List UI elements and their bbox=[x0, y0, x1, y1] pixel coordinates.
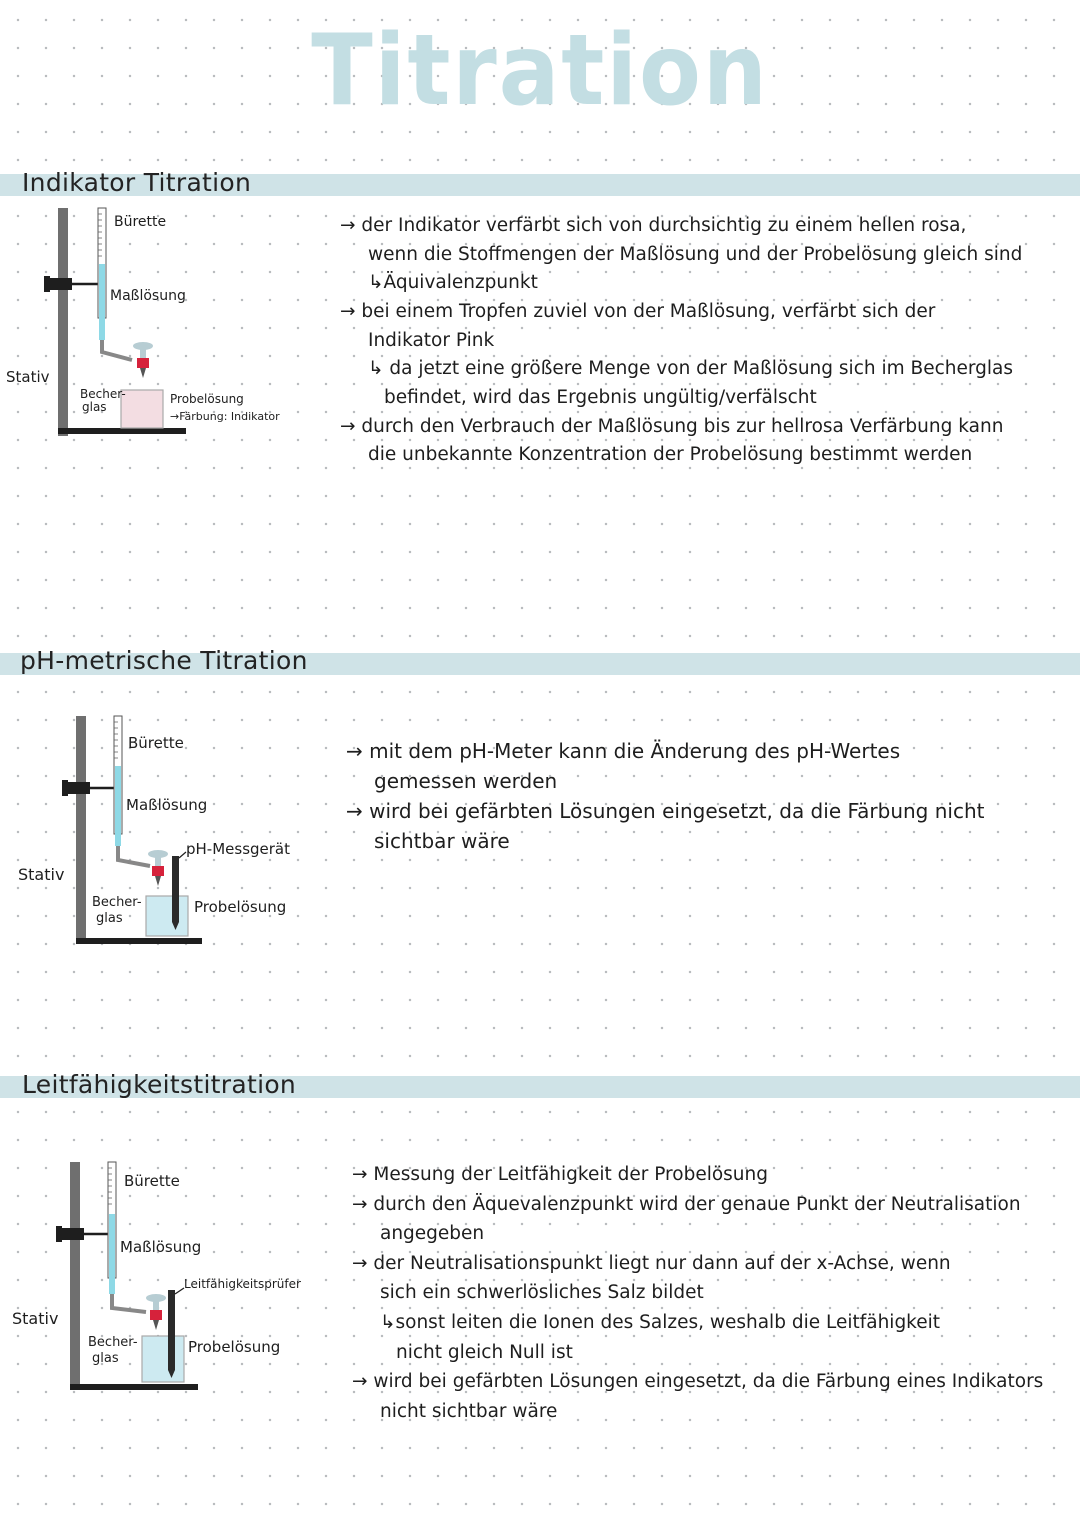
ph-notes bbox=[346, 736, 1046, 856]
burette-label: Bürette bbox=[128, 734, 184, 752]
note-line: → durch den Verbrauch der Maßlösung bis zur hellrosa Verfärbung kann bbox=[340, 415, 1004, 437]
note-line: → der Neutralisationspunkt liegt nur dann auf der x-Achse, wenn bbox=[352, 1252, 951, 1274]
ph-meter-label: pH-Messgerät bbox=[186, 840, 291, 858]
note-line: Indikator Pink bbox=[368, 329, 495, 351]
sample-label: Probelösung bbox=[188, 1338, 281, 1356]
beaker-label-2: glas bbox=[92, 1351, 119, 1366]
beaker-label-1: Becher- bbox=[88, 1335, 138, 1350]
sample-label: Probelösung bbox=[194, 898, 287, 916]
note-line: nicht gleich Null ist bbox=[396, 1341, 573, 1363]
note-line: → wird bei gefärbten Lösungen eingesetzt, da die Färbung eines Indikators bbox=[352, 1371, 1044, 1393]
note-line: befindet, wird das Ergebnis ungültig/verfälscht bbox=[384, 387, 817, 409]
note-line: sichtbar wäre bbox=[374, 829, 510, 853]
note-line: gemessen werden bbox=[374, 769, 558, 793]
stand-label: Stativ bbox=[12, 1309, 59, 1328]
conductivity-titration-diagram bbox=[0, 1152, 340, 1402]
conductivity-notes bbox=[352, 1160, 1064, 1426]
indicator-titration-diagram bbox=[0, 200, 330, 450]
titrant-label: Maßlösung bbox=[126, 796, 208, 814]
note-line: die unbekannte Konzentration der Probelösung bestimmt werden bbox=[368, 444, 973, 466]
stand-label: Stativ bbox=[6, 368, 50, 386]
titrant-label: Maßlösung bbox=[110, 288, 186, 304]
note-line: → durch den Äquevalenzpunkt wird der genaue Punkt der Neutralisation bbox=[352, 1193, 1021, 1215]
note-line: sich ein schwerlösliches Salz bildet bbox=[380, 1282, 704, 1304]
note-line: wenn die Stoffmengen der Maßlösung und der Probelösung gleich sind bbox=[368, 243, 1023, 265]
note-line: ↳Äquivalenzpunkt bbox=[368, 272, 538, 294]
sample-note-label: →Färbung: Indikator bbox=[170, 410, 280, 423]
section-heading-ph: pH-metrische Titration bbox=[20, 646, 308, 675]
note-line: ↳sonst leiten die Ionen des Salzes, weshalb die Leitfähigkeit bbox=[380, 1311, 941, 1333]
ph-titration-diagram bbox=[0, 706, 340, 956]
section-heading-indicator: Indikator Titration bbox=[22, 168, 252, 197]
burette-label: Bürette bbox=[124, 1172, 180, 1190]
stand-label: Stativ bbox=[18, 865, 65, 884]
note-line: → bei einem Tropfen zuviel von der Maßlösung, verfärbt sich der bbox=[340, 301, 936, 323]
note-line: angegeben bbox=[380, 1223, 485, 1245]
note-line: → der Indikator verfärbt sich von durchsichtig zu einem hellen rosa, bbox=[340, 215, 967, 236]
note-line: nicht sichtbar wäre bbox=[380, 1400, 558, 1422]
beaker-label-1: Becher- bbox=[92, 895, 142, 910]
page-title: Titration bbox=[311, 14, 769, 128]
titrant-label: Maßlösung bbox=[120, 1238, 202, 1256]
section-heading-conductivity: Leitfähigkeitstitration bbox=[22, 1070, 297, 1099]
indicator-notes bbox=[340, 212, 1060, 470]
sample-label: Probelösung bbox=[170, 392, 244, 406]
beaker-label-2: glas bbox=[96, 911, 123, 926]
note-line: ↳ da jetzt eine größere Menge von der Maßlösung sich im Becherglas bbox=[368, 358, 1013, 380]
beaker-label-1: Becher- bbox=[80, 387, 126, 401]
conductivity-meter-label: Leitfähigkeitsprüfer bbox=[184, 1277, 301, 1291]
note-line: → Messung der Leitfähigkeit der Probelösung bbox=[352, 1164, 768, 1185]
burette-label: Bürette bbox=[114, 214, 167, 230]
note-line: → wird bei gefärbten Lösungen eingesetzt, da die Färbung nicht bbox=[346, 799, 985, 823]
note-line: → mit dem pH-Meter kann die Änderung des pH-Wertes bbox=[346, 739, 901, 763]
beaker-label-2: glas bbox=[82, 400, 107, 414]
